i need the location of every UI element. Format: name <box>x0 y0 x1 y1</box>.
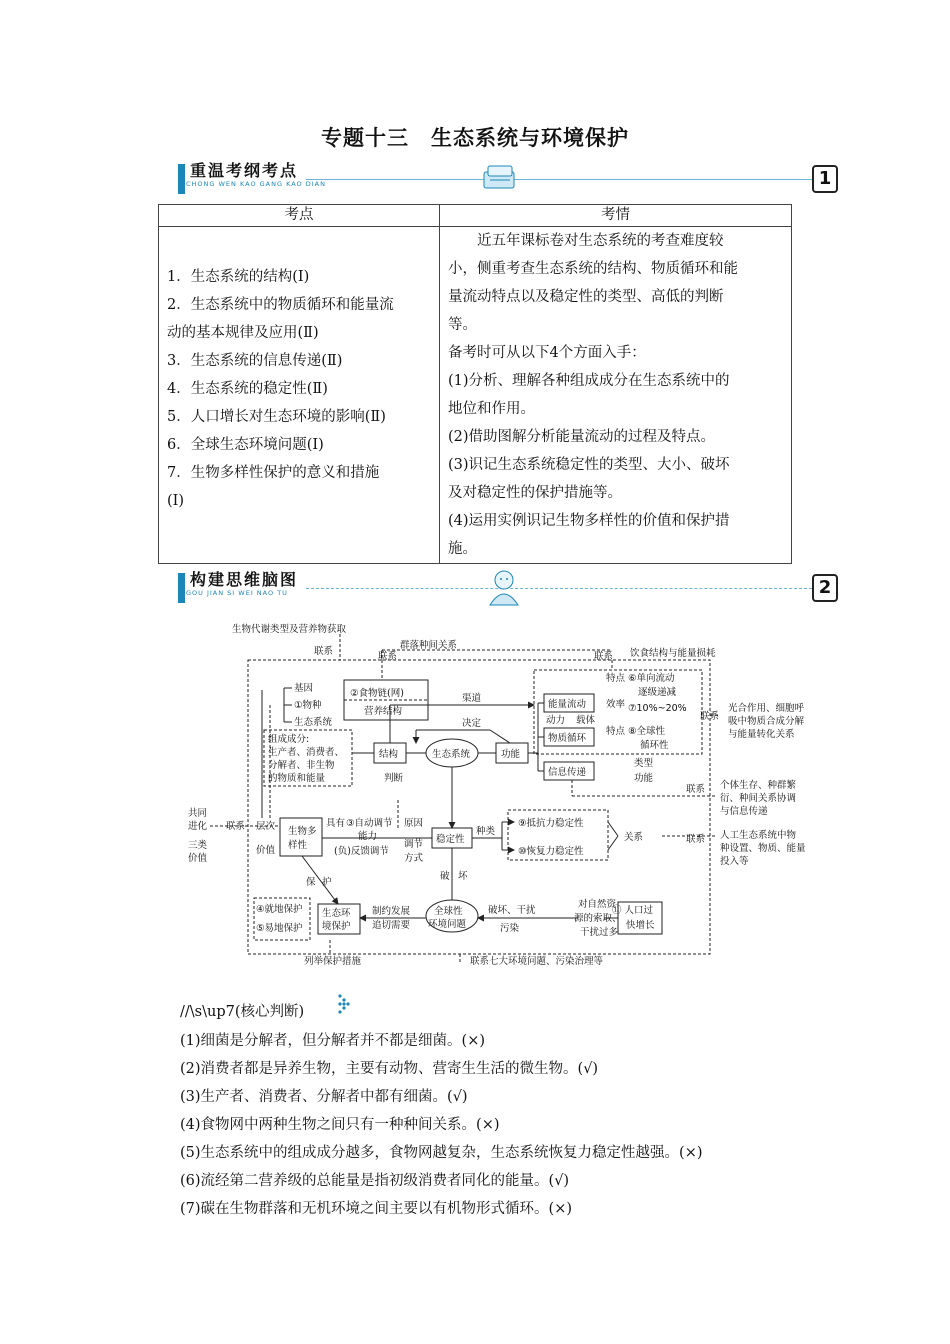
mm-label: ③自动调节 <box>346 818 393 829</box>
mm-label: 循环性 <box>640 740 669 751</box>
point-item: 1．生态系统的结构(Ⅰ) <box>167 269 310 285</box>
table-header-points: 考点 <box>159 205 440 227</box>
banner-line <box>306 179 812 180</box>
mm-label: 追切需要 <box>372 920 411 931</box>
mm-label: ④就地保护 <box>256 904 303 915</box>
mm-label: ⑪ 人口过 <box>612 905 654 916</box>
analysis-line: 小，侧重考查生态系统的结构、物质循环和能 <box>448 261 738 277</box>
mm-label: 联系七大环境问题、污染治理等 <box>470 956 604 967</box>
mm-label: 污染 <box>500 923 520 934</box>
judgment-heading: //\s\up7(核心判断) <box>180 1004 305 1020</box>
banner-bar <box>178 573 185 603</box>
mm-label: 能量流动 <box>548 699 587 710</box>
mm-label: 人工生态系统中物 <box>720 830 797 841</box>
banner-bar <box>178 164 185 194</box>
mm-label: 关系 <box>624 832 644 843</box>
analysis-line: 及对稳定性的保护措施等。 <box>448 485 622 501</box>
points-cell <box>159 227 440 564</box>
mm-label: 分解者、非生物 <box>268 760 335 771</box>
mm-label: 生态系统 <box>294 717 333 728</box>
analysis-line: (4)运用实例识记生物多样性的价值和保护措 <box>448 513 730 529</box>
point-item: 6．全球生态环境问题(Ⅰ) <box>167 437 324 453</box>
mm-label: 制约发展 <box>372 906 411 917</box>
point-item: 7．生物多样性保护的意义和措施 <box>167 465 380 481</box>
arrow-dots-icon <box>336 992 356 1020</box>
mm-top-label: 生物代谢类型及营养物获取 <box>232 624 347 635</box>
mm-label: 联系 <box>686 784 706 795</box>
mm-label: ⑤易地保护 <box>256 923 303 934</box>
mm-label: 方式 <box>404 853 424 864</box>
mind-map <box>0 612 950 972</box>
mm-label: 组成成分: <box>268 734 310 745</box>
mm-label: 快增长 <box>626 920 655 931</box>
mm-label: 全球性 <box>434 906 463 917</box>
mm-label: 基因 <box>294 683 314 694</box>
mm-label: 效率 <box>606 699 626 710</box>
mm-label: 动力 <box>546 715 566 726</box>
analysis-line: 地位和作用。 <box>448 401 535 417</box>
mm-label: 破 <box>440 871 450 882</box>
mm-label: 类型 <box>634 758 654 769</box>
analysis-line: (3)识记生态系统稳定性的类型、大小、破坏 <box>448 457 730 473</box>
mm-label: 源的索取、 <box>574 913 622 924</box>
mm-label: 三类 <box>188 840 208 851</box>
mm-label: 种类 <box>476 826 496 837</box>
thinking-girl-icon <box>482 567 526 607</box>
mm-label: 层次 <box>256 821 276 832</box>
exam-points-table <box>158 204 792 564</box>
mm-label: 环境问题 <box>428 919 467 930</box>
point-item: (Ⅰ) <box>167 493 185 509</box>
mm-label: 决定 <box>462 718 482 729</box>
analysis-line: 等。 <box>448 317 477 333</box>
mm-label: 与信息传递 <box>720 806 768 817</box>
mm-label: 联系 <box>594 651 614 662</box>
mm-label: 对自然资 <box>578 899 617 910</box>
mm-label: 群落种间关系 <box>400 640 458 651</box>
mm-label: 饮食结构与能量损耗 <box>630 648 716 659</box>
mm-label: 特点 <box>606 673 626 684</box>
judgment-item: (1)细菌是分解者，但分解者并不都是细菌。(×) <box>180 1033 486 1049</box>
mm-label: 护 <box>322 877 332 888</box>
mm-label: 样性 <box>288 840 308 851</box>
section-subtitle: GOU JIAN SI WEI NAO TU <box>186 589 288 597</box>
section-subtitle: CHONG WEN KAO GANG KAO DIAN <box>186 180 326 188</box>
mm-label: 结构 <box>379 749 399 760</box>
mm-label: 逐级递减 <box>638 687 677 698</box>
book-stack-icon <box>478 158 522 194</box>
judgment-item: (4)食物网中两种生物之间只有一种种间关系。(×) <box>180 1117 500 1133</box>
judgment-item: (7)碳在生物群落和无机环境之间主要以有机物形式循环。(×) <box>180 1201 573 1217</box>
mm-label: 载体 <box>576 715 596 726</box>
mm-label: 能力 <box>358 831 378 842</box>
mm-label: 境保护 <box>322 921 351 932</box>
judgment-item: (3)生产者、消费者、分解者中都有细菌。(√) <box>180 1089 468 1105</box>
point-item: 动的基本规律及应用(Ⅱ) <box>167 325 319 341</box>
mm-label: 价值 <box>188 853 208 864</box>
mm-label: ⑦10%~20% <box>628 703 687 714</box>
mm-label: 功能 <box>501 749 521 760</box>
analysis-line: 近五年课标卷对生态系统的考查难度较 <box>448 233 724 249</box>
mm-label: 光合作用、细胞呼 <box>728 703 805 714</box>
mm-label: 物质循环 <box>548 733 587 744</box>
section-title: 构建思维脑图 <box>190 570 299 589</box>
table-header-analysis: 考情 <box>440 205 792 227</box>
mm-label: 投入等 <box>720 856 749 867</box>
mm-label: 的物质和能量 <box>268 773 326 784</box>
analysis-cell <box>440 227 792 564</box>
mm-label: 破坏、干扰 <box>488 905 536 916</box>
mm-label: 生态系统 <box>432 749 471 760</box>
section-title: 重温考纲考点 <box>190 161 299 180</box>
section-number: 1 <box>812 165 838 193</box>
mm-label: 调节 <box>404 839 424 850</box>
mm-label: 共同 <box>188 808 208 819</box>
mm-label: 干扰过多 <box>580 927 619 938</box>
mm-label: 联系 <box>700 711 720 722</box>
mm-label: 判断 <box>384 773 404 784</box>
mm-label: 与能量转化关系 <box>728 729 795 740</box>
mm-label: (负)反馈调节 <box>334 846 389 857</box>
mm-label: 进化 <box>188 821 208 832</box>
mm-label: ⑨抵抗力稳定性 <box>518 818 584 829</box>
mm-label: ⑩恢复力稳定性 <box>518 846 584 857</box>
page-title: 专题十三 生态系统与环境保护 <box>321 126 629 150</box>
mm-label: ⑥单向流动 <box>628 673 675 684</box>
mm-label: 坏 <box>458 871 468 882</box>
mm-label: ①物种 <box>294 700 322 711</box>
analysis-line: 备考时可从以下4个方面入手： <box>448 345 646 361</box>
mm-label: 原因 <box>404 818 424 829</box>
mm-label: 信息传递 <box>548 767 587 778</box>
mm-label: ②食物链(网) <box>350 688 404 699</box>
mm-label: 吸中物质合成分解 <box>728 716 805 727</box>
mm-label: 联系 <box>378 651 398 662</box>
mm-label: ⑧全球性 <box>628 726 666 737</box>
section-banner-1 <box>178 158 840 198</box>
point-item: 3．生态系统的信息传递(Ⅱ) <box>167 353 343 369</box>
mm-label: 联系 <box>686 834 706 845</box>
mm-label: 具有 <box>326 818 346 829</box>
analysis-line: (2)借助图解分析能量流动的过程及特点。 <box>448 429 716 445</box>
judgment-item: (2)消费者都是异养生物，主要有动物、营寄生生活的微生物。(√) <box>180 1061 599 1077</box>
banner-line <box>306 588 812 589</box>
mm-label: 衍、种间关系协调 <box>720 793 797 804</box>
mm-label: 生产者、消费者、 <box>268 747 345 758</box>
analysis-line: 量流动特点以及稳定性的类型、高低的判断 <box>448 289 724 305</box>
point-item: 4．生态系统的稳定性(Ⅱ) <box>167 381 328 397</box>
mm-label: 价值 <box>256 845 276 856</box>
mm-label: 联系 <box>226 821 246 832</box>
judgment-item: (5)生态系统中的组成成分越多，食物网越复杂，生态系统恢复力稳定性越强。(×) <box>180 1145 703 1161</box>
mm-label: 特点 <box>606 726 626 737</box>
mm-label: 个体生存、种群繁 <box>720 780 797 791</box>
section-number: 2 <box>812 574 838 602</box>
mm-label: 保 <box>306 877 316 888</box>
mm-label: 生态环 <box>322 908 351 919</box>
mm-label: 种设置、物质、能量 <box>720 843 806 854</box>
mm-label: 渠道 <box>462 693 482 704</box>
mm-label: 生物多 <box>288 826 317 837</box>
point-item: 2．生态系统中的物质循环和能量流 <box>167 297 394 313</box>
mm-label: 稳定性 <box>436 834 465 845</box>
point-item: 5．人口增长对生态环境的影响(Ⅱ) <box>167 409 386 425</box>
mm-label: 营养结构 <box>364 706 403 717</box>
mm-label: 联系 <box>314 646 334 657</box>
mm-label: 列举保护措施 <box>304 956 362 967</box>
analysis-line: 施。 <box>448 541 477 557</box>
mm-label: 功能 <box>634 773 654 784</box>
judgment-item: (6)流经第二营养级的总能量是指初级消费者同化的能量。(√) <box>180 1173 570 1189</box>
section-banner-2 <box>178 567 840 607</box>
analysis-line: (1)分析、理解各种组成成分在生态系统中的 <box>448 373 730 389</box>
